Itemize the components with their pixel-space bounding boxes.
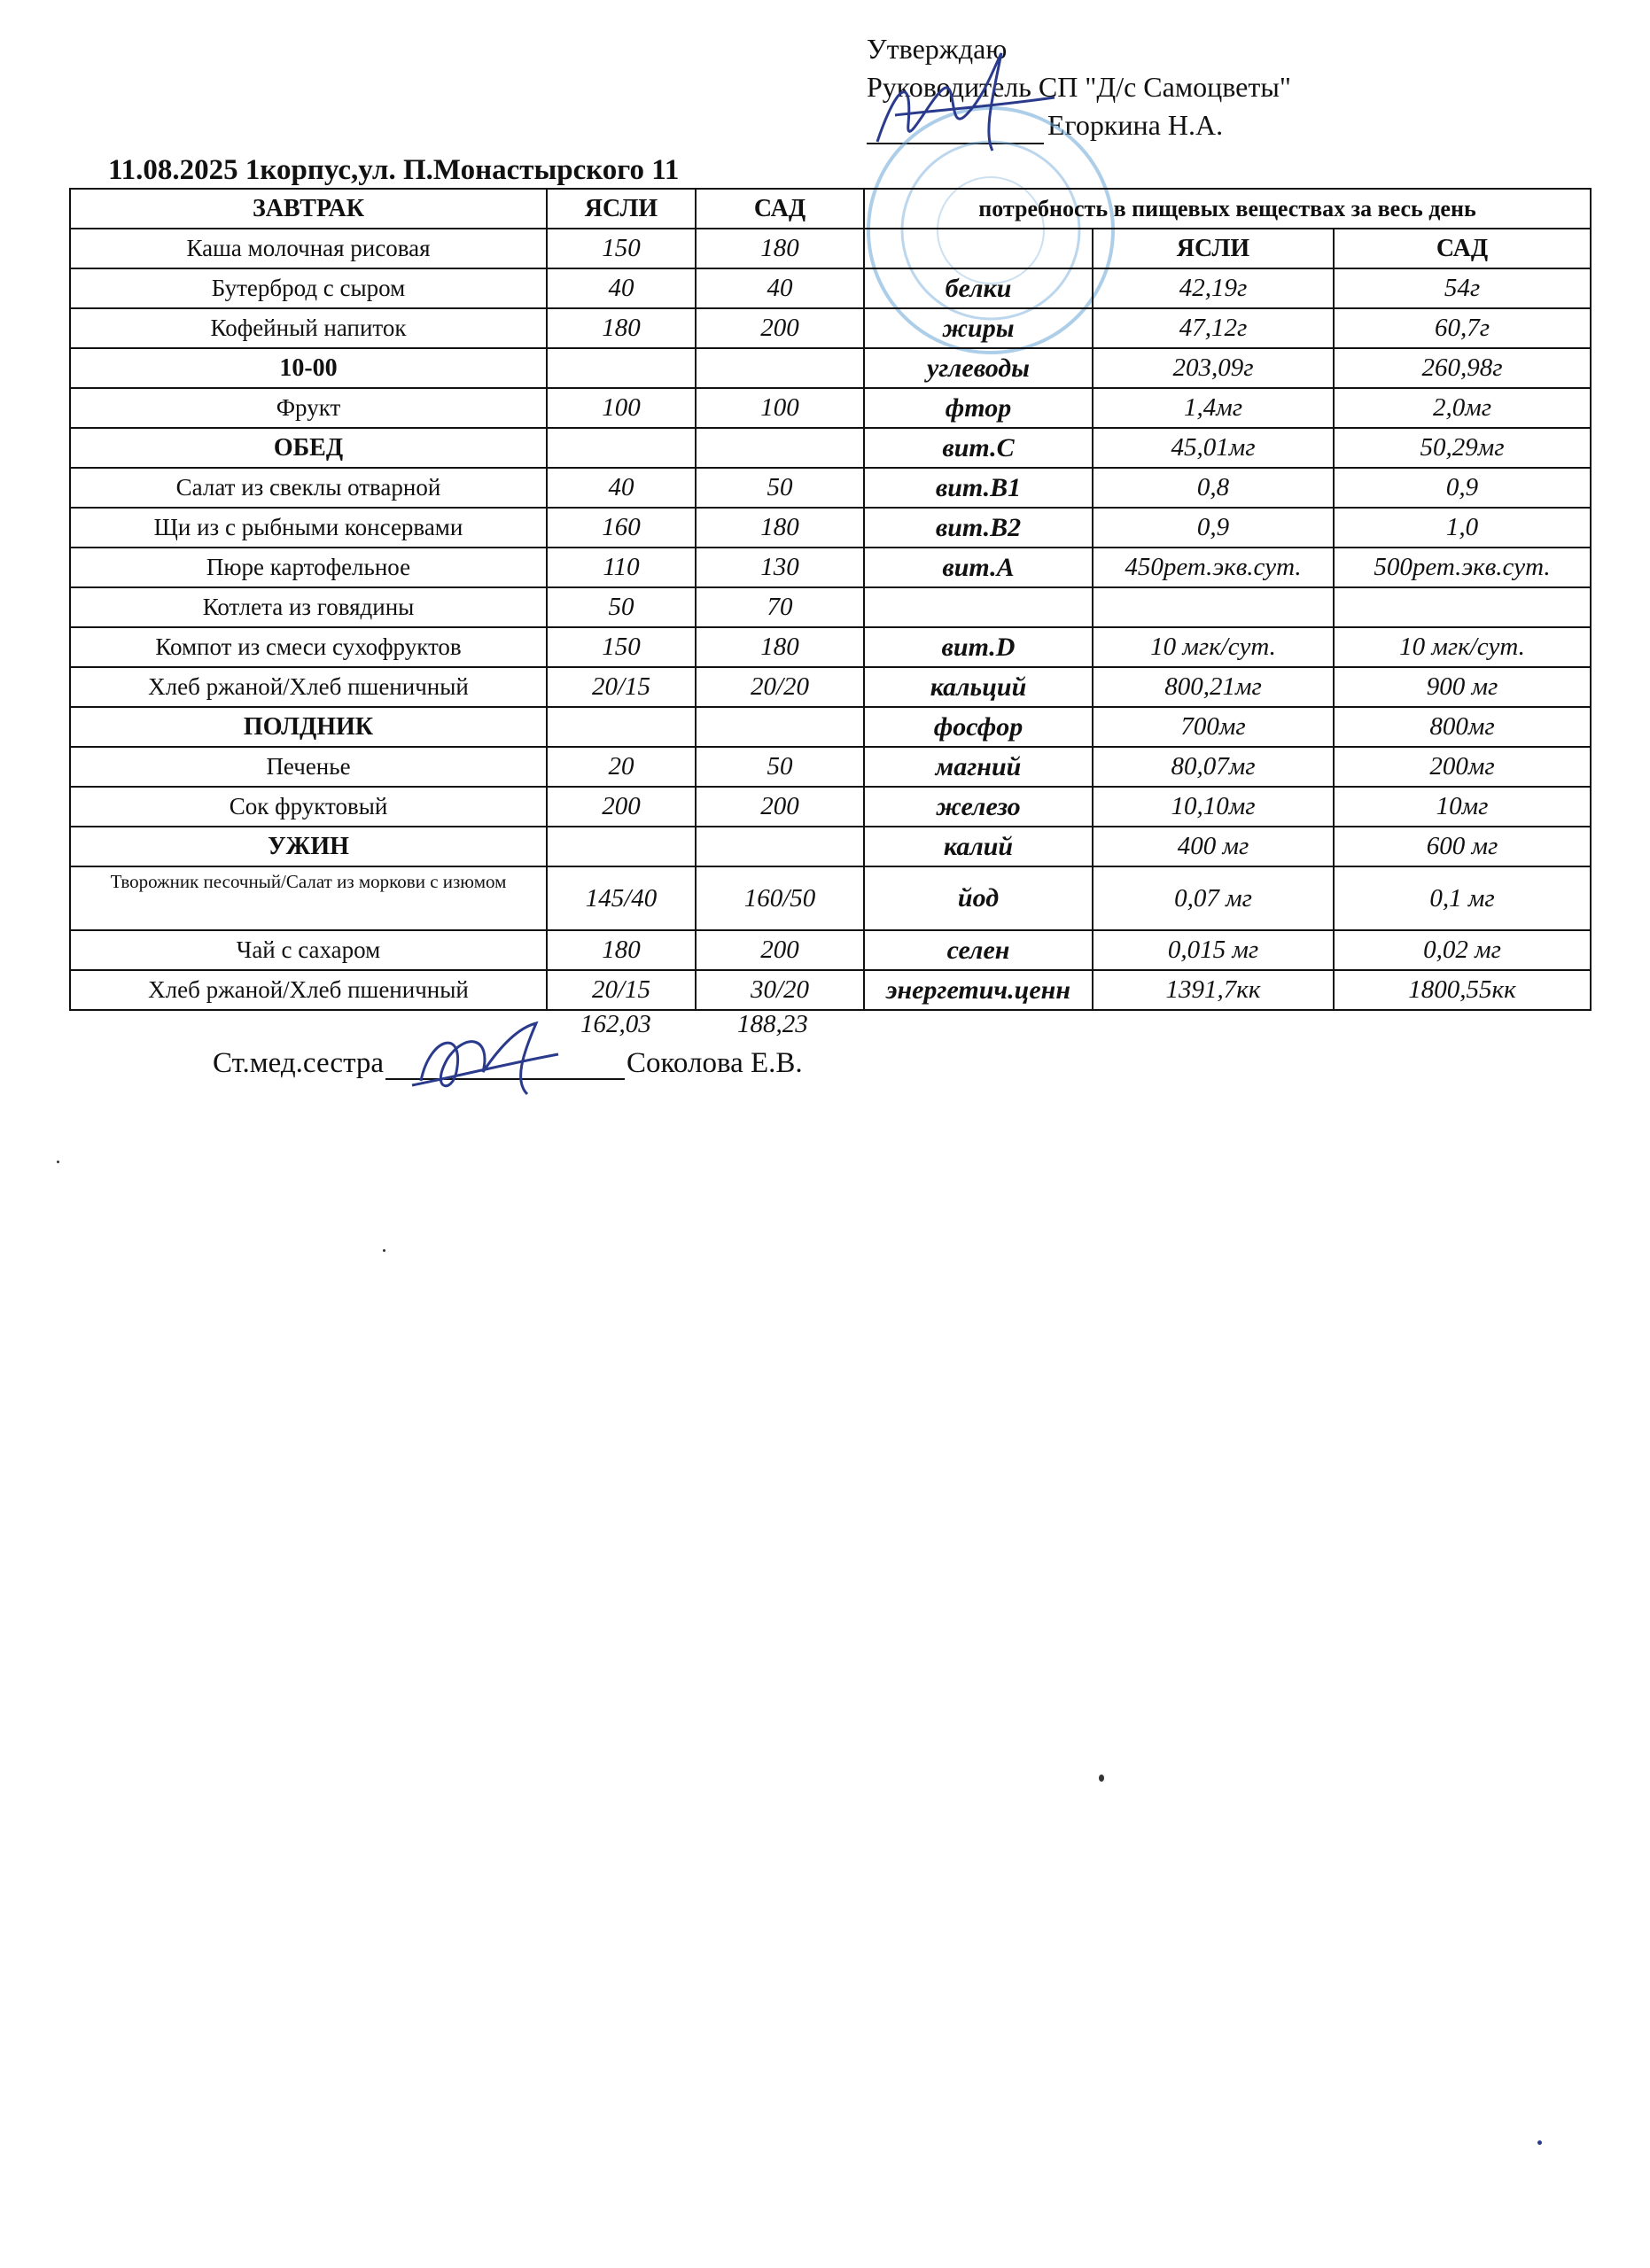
dish-cell: Чай с сахаром — [70, 930, 547, 970]
nutrient-nursery-cell: 0,8 — [1093, 468, 1334, 508]
garden-portion-cell: 50 — [696, 468, 864, 508]
garden-portion-cell: 50 — [696, 747, 864, 787]
nutrient-garden-cell: 200мг — [1334, 747, 1591, 787]
nutrient-nursery-cell: 42,19г — [1093, 268, 1334, 308]
total-garden: 188,23 — [737, 1010, 808, 1038]
total-nursery: 162,03 — [580, 1010, 651, 1038]
header-garden: САД — [696, 189, 864, 229]
table-row — [70, 508, 1591, 548]
nursery-portion-cell: 40 — [547, 268, 696, 308]
nutrient-name-cell: вит.А — [864, 548, 1093, 587]
nursery-portion-cell: 180 — [547, 308, 696, 348]
nutrient-garden-cell: 60,7г — [1334, 308, 1591, 348]
scan-speck — [1099, 1775, 1104, 1782]
nutrient-nursery-cell: 10 мгк/сут. — [1093, 627, 1334, 667]
table-row — [70, 827, 1591, 866]
nursery-portion-cell — [547, 707, 696, 747]
header-needs-garden: САД — [1334, 229, 1591, 268]
garden-portion-cell: 180 — [696, 508, 864, 548]
nutrient-nursery-cell: 203,09г — [1093, 348, 1334, 388]
approval-position: Руководитель СП "Д/с Самоцветы" — [867, 71, 1291, 103]
nutrient-garden-cell: 1800,55кк — [1334, 970, 1591, 1010]
approver-signature — [860, 35, 1063, 168]
garden-portion-cell: 200 — [696, 308, 864, 348]
header-meal: ЗАВТРАК — [70, 189, 547, 229]
dish-cell: Компот из смеси сухофруктов — [70, 627, 547, 667]
dish-cell: Сок фруктовый — [70, 787, 547, 827]
nursery-portion-cell: 150 — [547, 229, 696, 268]
nursery-portion-cell: 110 — [547, 548, 696, 587]
dish-cell: Творожник песочный/Салат из моркови с изюмом — [70, 866, 547, 930]
dish-cell: Котлета из говядины — [70, 587, 547, 627]
document-title: 11.08.2025 1корпус,ул. П.Монастырского 11 — [108, 154, 680, 186]
nutrient-nursery-cell: 47,12г — [1093, 308, 1334, 348]
garden-portion-cell: 70 — [696, 587, 864, 627]
dish-cell: 10-00 — [70, 348, 547, 388]
nutrient-name-cell: магний — [864, 747, 1093, 787]
table-row — [70, 707, 1591, 747]
nutrient-nursery-cell: 400 мг — [1093, 827, 1334, 866]
dish-cell: Кофейный напиток — [70, 308, 547, 348]
nutrient-garden-cell: 800мг — [1334, 707, 1591, 747]
nutrient-nursery-cell — [1093, 587, 1334, 627]
nutrient-name-cell: жиры — [864, 308, 1093, 348]
nursery-portion-cell: 150 — [547, 627, 696, 667]
nutrient-nursery-cell: 0,015 мг — [1093, 930, 1334, 970]
nutrient-garden-cell: 1,0 — [1334, 508, 1591, 548]
nursery-portion-cell: 100 — [547, 388, 696, 428]
nutrient-garden-cell: 10мг — [1334, 787, 1591, 827]
nursery-portion-cell: 180 — [547, 930, 696, 970]
garden-portion-cell: 130 — [696, 548, 864, 587]
nutrient-garden-cell: 0,02 мг — [1334, 930, 1591, 970]
table-row — [70, 930, 1591, 970]
table-row — [70, 428, 1591, 468]
table-row — [70, 268, 1591, 308]
nutrient-name-cell: селен — [864, 930, 1093, 970]
nutrient-name-cell — [864, 587, 1093, 627]
nursery-portion-cell: 145/40 — [547, 866, 696, 930]
nutrient-nursery-cell: 700мг — [1093, 707, 1334, 747]
garden-portion-cell — [696, 348, 864, 388]
nutrient-garden-cell: 0,9 — [1334, 468, 1591, 508]
garden-portion-cell: 160/50 — [696, 866, 864, 930]
nutrient-garden-cell: 600 мг — [1334, 827, 1591, 866]
nutrient-garden-cell: 260,98г — [1334, 348, 1591, 388]
nursery-portion-cell — [547, 428, 696, 468]
nutrient-name-cell — [864, 229, 1093, 268]
approval-line: Утверждаю — [867, 33, 1008, 65]
table-row — [70, 308, 1591, 348]
scan-speck — [57, 1161, 59, 1163]
garden-portion-cell — [696, 707, 864, 747]
nutrient-nursery-cell: 10,10мг — [1093, 787, 1334, 827]
nutrient-name-cell: железо — [864, 787, 1093, 827]
table-row — [70, 388, 1591, 428]
table-row — [70, 229, 1591, 268]
footer-role: Ст.мед.сестра — [213, 1047, 385, 1079]
dish-cell: Хлеб ржаной/Хлеб пшеничный — [70, 667, 547, 707]
nutrient-garden-cell: 54г — [1334, 268, 1591, 308]
nutrient-nursery-cell: 1,4мг — [1093, 388, 1334, 428]
dish-cell: ОБЕД — [70, 428, 547, 468]
nutrient-name-cell: кальций — [864, 667, 1093, 707]
table-row — [70, 587, 1591, 627]
table-row — [70, 747, 1591, 787]
nutrient-nursery-cell: 45,01мг — [1093, 428, 1334, 468]
nutrient-nursery-cell: 800,21мг — [1093, 667, 1334, 707]
nutrient-nursery-cell: 80,07мг — [1093, 747, 1334, 787]
nursery-portion-cell — [547, 827, 696, 866]
nutrient-name-cell: вит.С — [864, 428, 1093, 468]
nutrient-nursery-cell: 450рет.экв.сут. — [1093, 548, 1334, 587]
nutrient-nursery-cell: 1391,7кк — [1093, 970, 1334, 1010]
dish-cell: ПОЛДНИК — [70, 707, 547, 747]
nutrient-nursery-cell: 0,9 — [1093, 508, 1334, 548]
nutrient-garden-cell: 0,1 мг — [1334, 866, 1591, 930]
dish-cell: Печенье — [70, 747, 547, 787]
header-nursery: ЯСЛИ — [547, 189, 696, 229]
nurse-signature — [403, 1010, 563, 1107]
nutrient-name-cell: калий — [864, 827, 1093, 866]
garden-portion-cell: 180 — [696, 627, 864, 667]
nutrient-name-cell: фтор — [864, 388, 1093, 428]
header-needs-nursery: ЯСЛИ — [1093, 229, 1334, 268]
garden-portion-cell — [696, 827, 864, 866]
dish-cell: Пюре картофельное — [70, 548, 547, 587]
nursery-portion-cell: 200 — [547, 787, 696, 827]
dish-cell: Салат из свеклы отварной — [70, 468, 547, 508]
table-row — [70, 667, 1591, 707]
nursery-portion-cell: 20/15 — [547, 970, 696, 1010]
table-row — [70, 348, 1591, 388]
garden-portion-cell — [696, 428, 864, 468]
nutrient-garden-cell: 50,29мг — [1334, 428, 1591, 468]
nursery-portion-cell: 40 — [547, 468, 696, 508]
table-row — [70, 787, 1591, 827]
nursery-portion-cell: 20 — [547, 747, 696, 787]
table-row — [70, 627, 1591, 667]
nutrient-garden-cell: 10 мгк/сут. — [1334, 627, 1591, 667]
nutrient-name-cell: углеводы — [864, 348, 1093, 388]
nutrient-name-cell: энергетич.ценн — [864, 970, 1093, 1010]
dish-cell: Хлеб ржаной/Хлеб пшеничный — [70, 970, 547, 1010]
nutrient-name-cell: белки — [864, 268, 1093, 308]
nursery-portion-cell: 160 — [547, 508, 696, 548]
table-row — [70, 468, 1591, 508]
table-row — [70, 548, 1591, 587]
scan-speck — [383, 1249, 385, 1252]
nutrient-garden-cell: 2,0мг — [1334, 388, 1591, 428]
garden-portion-cell: 200 — [696, 787, 864, 827]
garden-portion-cell: 180 — [696, 229, 864, 268]
garden-portion-cell: 100 — [696, 388, 864, 428]
nutrient-name-cell: вит.В2 — [864, 508, 1093, 548]
nutrient-garden-cell: 500рет.экв.сут. — [1334, 548, 1591, 587]
dish-cell: Бутерброд с сыром — [70, 268, 547, 308]
scan-speck — [1537, 2140, 1542, 2145]
nutrient-nursery-cell: 0,07 мг — [1093, 866, 1334, 930]
header-needs: потребность в пищевых веществах за весь день — [864, 189, 1591, 229]
footer-name: Соколова Е.В. — [627, 1047, 803, 1079]
header-row — [70, 189, 1591, 229]
garden-portion-cell: 20/20 — [696, 667, 864, 707]
nutrient-name-cell: фосфор — [864, 707, 1093, 747]
nursery-portion-cell — [547, 348, 696, 388]
nutrient-garden-cell — [1334, 587, 1591, 627]
table-row — [70, 866, 1591, 930]
menu-table — [69, 188, 1592, 1011]
dish-cell: УЖИН — [70, 827, 547, 866]
garden-portion-cell: 30/20 — [696, 970, 864, 1010]
garden-portion-cell: 40 — [696, 268, 864, 308]
table-row — [70, 970, 1591, 1010]
dish-cell: Щи из с рыбными консервами — [70, 508, 547, 548]
approver-name: Егоркина Н.А. — [1047, 109, 1224, 141]
nutrient-name-cell: йод — [864, 866, 1093, 930]
nutrient-name-cell: вит.В1 — [864, 468, 1093, 508]
nursery-portion-cell: 20/15 — [547, 667, 696, 707]
garden-portion-cell: 200 — [696, 930, 864, 970]
nutrient-garden-cell: 900 мг — [1334, 667, 1591, 707]
nutrient-name-cell: вит.D — [864, 627, 1093, 667]
nursery-portion-cell: 50 — [547, 587, 696, 627]
dish-cell: Каша молочная рисовая — [70, 229, 547, 268]
dish-cell: Фрукт — [70, 388, 547, 428]
